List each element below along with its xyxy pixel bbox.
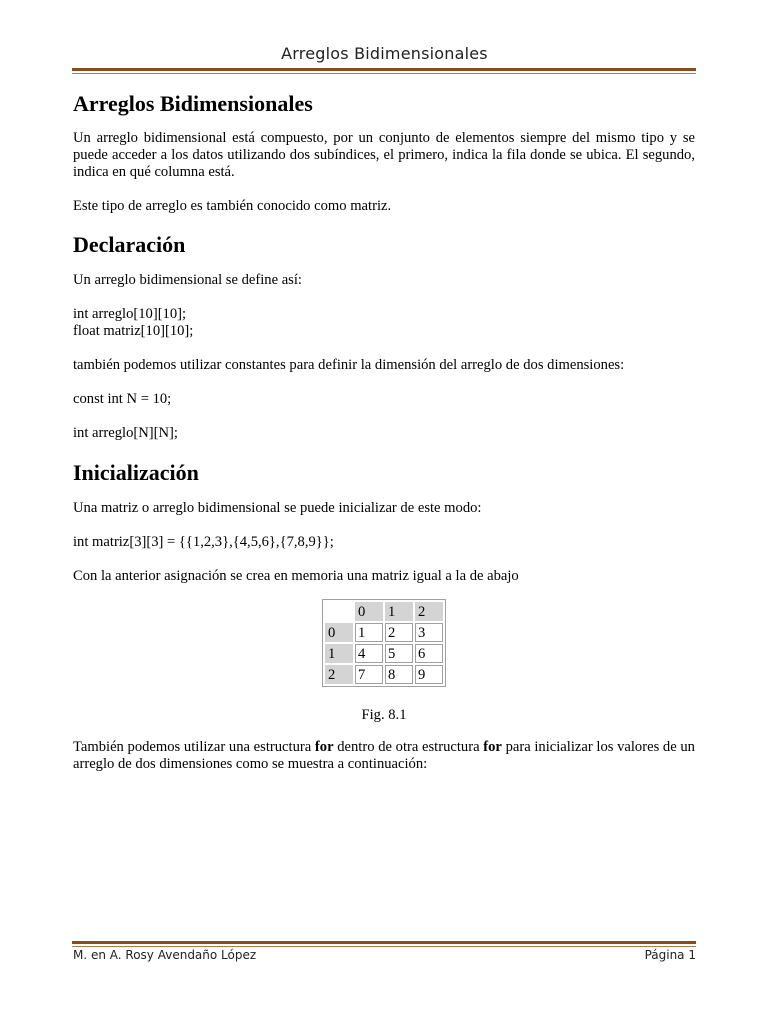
paragraph-constantes: también podemos utilizar constantes para definir la dimensión del arreglo de dos dimensiones:: [73, 357, 625, 373]
code-int-arreglo: int arreglo[10][10];: [73, 306, 187, 322]
section-title-inicializacion: Inicialización: [73, 460, 199, 485]
matrix-row-header: 2: [325, 665, 353, 684]
code-int-matriz-init: int matriz[3][3] = {{1,2,3},{4,5,6},{7,8,9}};: [73, 534, 334, 550]
paragraph-declaracion: Un arreglo bidimensional se define así:: [73, 272, 302, 288]
paragraph-for-loops: [73, 739, 695, 773]
matrix-cell: 8: [385, 665, 413, 684]
matrix-cell: 5: [385, 644, 413, 663]
matrix-row: [325, 623, 443, 642]
matrix-row-header: 1: [325, 644, 353, 663]
paragraph-inicializacion: Una matriz o arreglo bidimensional se puede inicializar de este modo:: [73, 500, 482, 516]
matrix-cell: 1: [355, 623, 383, 642]
matrix-cell: 2: [385, 623, 413, 642]
text-segment: También podemos utilizar una estructura: [73, 739, 315, 755]
matrix-corner-cell: [325, 602, 353, 621]
matrix-header-row: [325, 602, 443, 621]
code-float-matriz: float matriz[10][10];: [73, 323, 194, 339]
matrix-cell: 3: [415, 623, 443, 642]
matrix-row-header: 0: [325, 623, 353, 642]
matrix-col-header: 2: [415, 602, 443, 621]
matrix-row: [325, 665, 443, 684]
matrix-col-header: 1: [385, 602, 413, 621]
footer-page-number: Página 1: [644, 948, 696, 962]
matrix-cell: 9: [415, 665, 443, 684]
footer-rule: [72, 941, 696, 947]
matrix-col-header: 0: [355, 602, 383, 621]
header-rule: [72, 68, 696, 74]
keyword-for: for: [314, 739, 334, 755]
code-const-int: const int N = 10;: [73, 391, 172, 407]
section-title-declaracion: Declaración: [73, 232, 186, 257]
matrix-cell: 7: [355, 665, 383, 684]
code-int-arreglo-n: int arreglo[N][N];: [73, 425, 178, 441]
matrix-row: [325, 644, 443, 663]
page-header-title: Arreglos Bidimensionales: [281, 44, 488, 63]
document-body: [73, 90, 695, 773]
paragraph-matriz: Este tipo de arreglo es también conocido como matriz.: [73, 198, 392, 214]
footer-author: M. en A. Rosy Avendaño López: [73, 948, 257, 962]
figure-caption: Fig. 8.1: [361, 707, 407, 723]
paragraph-asignacion: Con la anterior asignación se crea en memoria una matriz igual a la de abajo: [73, 568, 519, 584]
section-title-arreglos: Arreglos Bidimensionales: [73, 91, 313, 116]
paragraph-definition: Un arreglo bidimensional está compuesto, por un conjunto de elementos siempre del mismo tipo y se puede acceder a los datos utilizando dos subíndices, el primero, indica la fila donde se ubica. El segundo, indica en qué columna está.: [73, 130, 695, 180]
text-segment: dentro de otra estructura: [333, 739, 484, 755]
page-footer: [73, 948, 696, 962]
matrix-table: [322, 599, 446, 687]
keyword-for: for: [483, 739, 502, 755]
text-segment: para inicializar los valores de un arreglo de dos dimensiones como se muestra a continuación:: [73, 739, 695, 772]
matrix-cell: 6: [415, 644, 443, 663]
matrix-cell: 4: [355, 644, 383, 663]
